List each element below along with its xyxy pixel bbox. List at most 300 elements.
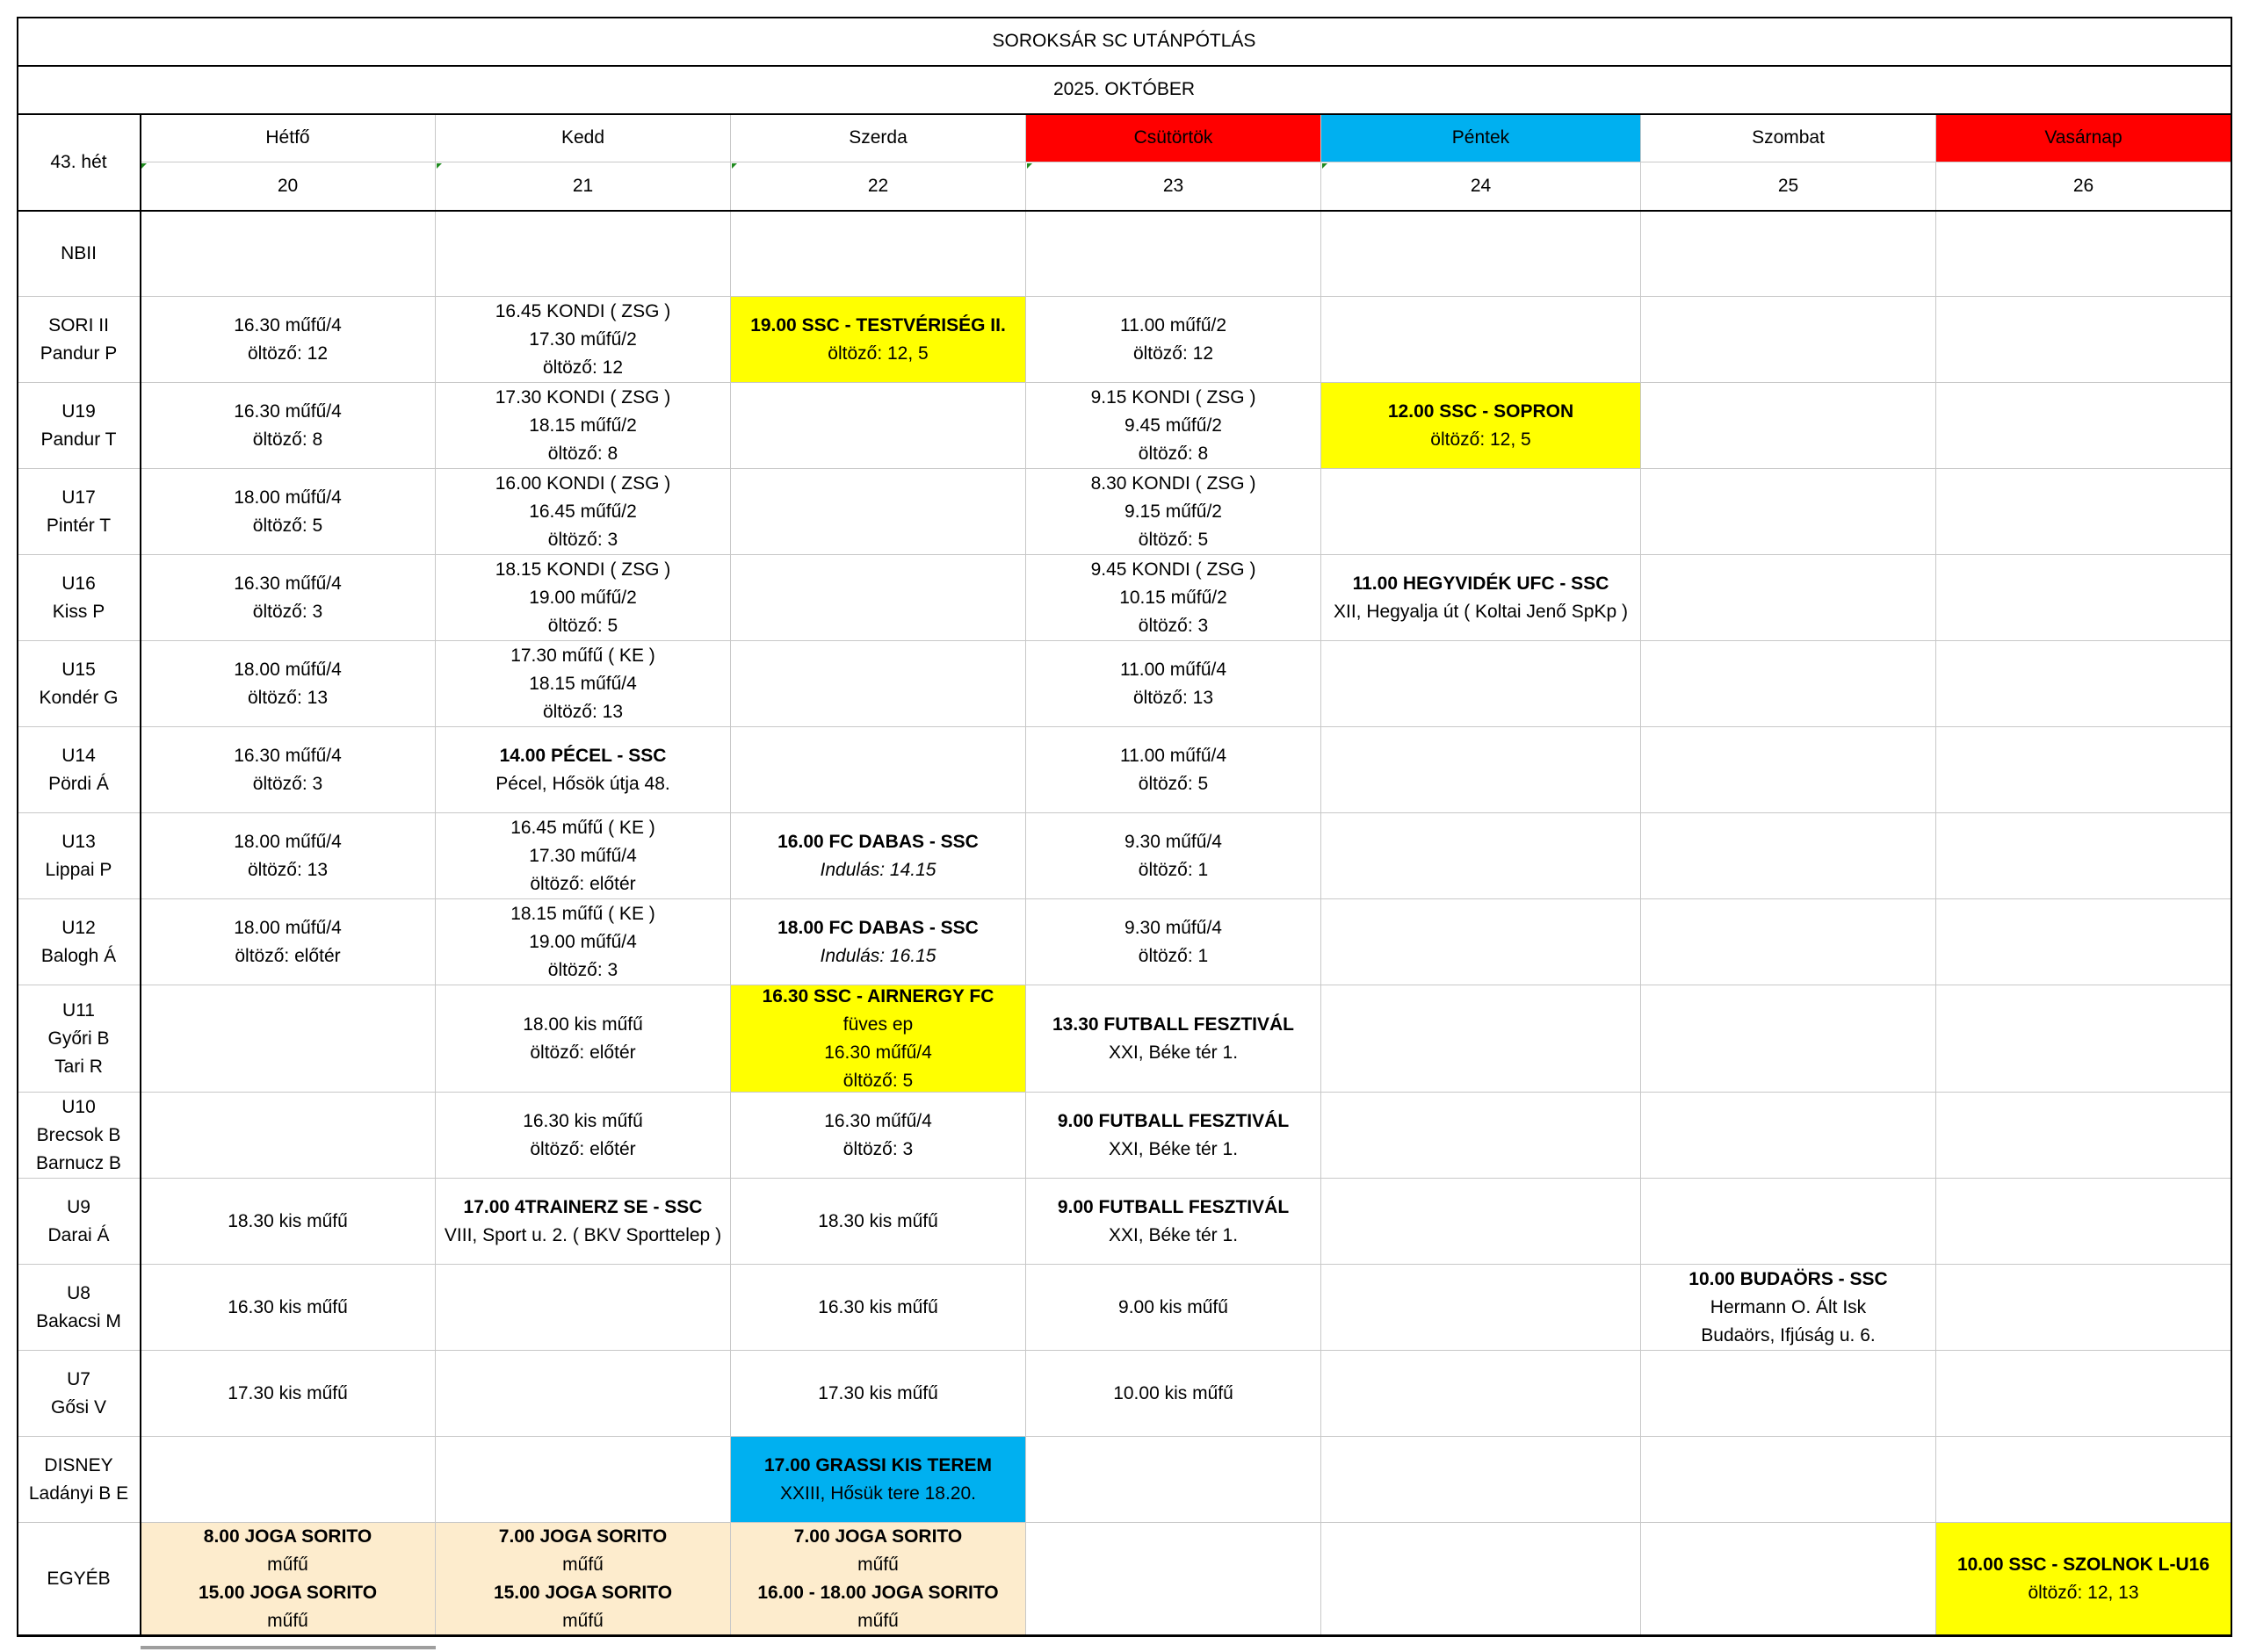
schedule-cell[interactable] xyxy=(731,1351,1026,1437)
schedule-cell[interactable] xyxy=(1026,899,1321,985)
schedule-cell-line: 17.30 műfű ( KE ) xyxy=(510,645,655,666)
schedule-cell[interactable] xyxy=(141,383,436,469)
schedule-cell[interactable] xyxy=(436,641,731,727)
schedule-cell[interactable] xyxy=(1321,1437,1641,1523)
schedule-cell[interactable] xyxy=(436,469,731,555)
schedule-cell[interactable] xyxy=(731,727,1026,813)
team-label-line: EGYÉB xyxy=(47,1568,111,1589)
schedule-cell[interactable] xyxy=(1026,1179,1321,1265)
schedule-cell[interactable] xyxy=(1026,1265,1321,1351)
schedule-cell-line: öltöző: 12 xyxy=(542,357,624,378)
schedule-cell[interactable] xyxy=(1321,555,1641,641)
team-label[interactable] xyxy=(18,469,141,555)
schedule-cell[interactable] xyxy=(1321,727,1641,813)
day-header[interactable]: Csütörtök xyxy=(1026,114,1321,162)
schedule-cell[interactable] xyxy=(1321,985,1641,1093)
schedule-cell[interactable] xyxy=(436,1093,731,1179)
team-label-line: U11 xyxy=(62,999,95,1021)
team-label[interactable] xyxy=(18,1093,141,1179)
schedule-cell[interactable] xyxy=(1026,727,1321,813)
schedule-cell-line: 17.30 kis műfű xyxy=(818,1382,938,1403)
team-label-line: Kiss P xyxy=(52,601,105,622)
schedule-cell-line: öltöző: 5 xyxy=(547,615,618,636)
schedule-cell-line: műfű xyxy=(267,1610,308,1631)
schedule-cell[interactable] xyxy=(1641,297,1936,383)
schedule-cell-line: 11.00 HEGYVIDÉK UFC - SSC xyxy=(1352,573,1609,594)
schedule-cell[interactable] xyxy=(141,985,436,1093)
schedule-cell-line: öltöző: 5 xyxy=(842,1070,914,1091)
schedule-cell[interactable] xyxy=(1026,985,1321,1093)
cell-comment-marker xyxy=(1322,163,1327,169)
schedule-cell[interactable] xyxy=(1321,469,1641,555)
day-header[interactable]: Szerda xyxy=(731,114,1026,162)
schedule-cell-line: öltöző: 3 xyxy=(547,529,618,550)
schedule-cell-line: 18.00 műfű/4 xyxy=(234,487,342,508)
schedule-cell[interactable] xyxy=(731,985,1026,1093)
schedule-cell[interactable] xyxy=(1321,383,1641,469)
border-top xyxy=(17,17,2232,18)
schedule-cell-line: 19.00 műfű/2 xyxy=(529,587,637,608)
schedule-cell-line: 16.30 műfű/4 xyxy=(234,745,342,766)
schedule-cell-line: 9.15 KONDI ( ZSG ) xyxy=(1090,386,1256,408)
schedule-cell-line: 9.00 kis műfű xyxy=(1118,1296,1228,1317)
schedule-cell[interactable] xyxy=(141,1437,436,1523)
schedule-cell[interactable] xyxy=(1936,1265,2231,1351)
schedule-cell-line: öltöző: 12, 5 xyxy=(828,343,929,364)
schedule-cell[interactable] xyxy=(1026,383,1321,469)
schedule-cell[interactable] xyxy=(436,813,731,899)
schedule-cell-line: öltöző: 8 xyxy=(547,443,618,464)
schedule-cell-line: 16.30 műfű/4 xyxy=(824,1042,932,1063)
day-header[interactable]: Vasárnap xyxy=(1936,114,2231,162)
day-date[interactable]: 25 xyxy=(1641,162,1936,211)
schedule-cell[interactable] xyxy=(1641,899,1936,985)
schedule-cell[interactable] xyxy=(141,813,436,899)
schedule-cell-line: 18.30 kis műfű xyxy=(228,1210,348,1231)
schedule-cell-line: 14.00 PÉCEL - SSC xyxy=(499,745,667,766)
schedule-cell-line: műfű xyxy=(562,1610,604,1631)
sheet-footer-bar xyxy=(141,1646,436,1649)
schedule-cell[interactable] xyxy=(436,1179,731,1265)
schedule-cell-line: 8.00 JOGA SORITO xyxy=(203,1526,372,1547)
day-date[interactable]: 22 xyxy=(731,162,1026,211)
team-label-line: Darai Á xyxy=(47,1224,110,1245)
schedule-cell-line: 11.00 műfű/4 xyxy=(1119,659,1227,680)
team-label-line: U19 xyxy=(61,400,96,422)
day-date[interactable]: 24 xyxy=(1321,162,1641,211)
schedule-cell[interactable] xyxy=(1936,555,2231,641)
schedule-cell[interactable] xyxy=(1321,1265,1641,1351)
schedule-cell-line: Pécel, Hősök útja 48. xyxy=(495,773,670,794)
schedule-cell-line: füves ep xyxy=(842,1014,914,1035)
schedule-cell-line: 10.00 BUDAÖRS - SSC xyxy=(1689,1268,1888,1289)
schedule-cell-line: 18.15 műfű/4 xyxy=(529,673,637,694)
schedule-cell[interactable] xyxy=(1641,211,1936,297)
schedule-cell-line: 9.00 FUTBALL FESZTIVÁL xyxy=(1057,1110,1290,1131)
team-label-line: Barnucz B xyxy=(36,1152,121,1173)
schedule-cell[interactable] xyxy=(1936,985,2231,1093)
team-label[interactable] xyxy=(18,641,141,727)
schedule-cell-line: XXI, Béke tér 1. xyxy=(1108,1042,1239,1063)
schedule-cell-line: 18.00 műfű/4 xyxy=(234,659,342,680)
team-label-line: DISNEY xyxy=(44,1454,113,1475)
schedule-cell[interactable] xyxy=(141,1179,436,1265)
schedule-cell[interactable] xyxy=(731,899,1026,985)
schedule-cell[interactable] xyxy=(1641,641,1936,727)
team-label[interactable] xyxy=(18,1351,141,1437)
border-month-bottom xyxy=(17,113,2232,115)
schedule-cell[interactable] xyxy=(141,1523,436,1635)
day-header[interactable]: Péntek xyxy=(1321,114,1641,162)
schedule-cell-line: 16.00 KONDI ( ZSG ) xyxy=(495,473,671,494)
schedule-cell[interactable] xyxy=(436,1351,731,1437)
schedule-cell-line: műfű xyxy=(857,1610,899,1631)
schedule-cell[interactable] xyxy=(436,211,731,297)
schedule-cell-line: 12.00 SSC - SOPRON xyxy=(1387,400,1574,422)
schedule-cell[interactable] xyxy=(1641,383,1936,469)
schedule-cell[interactable] xyxy=(1641,1351,1936,1437)
schedule-cell[interactable] xyxy=(141,469,436,555)
schedule-cell[interactable] xyxy=(1026,211,1321,297)
schedule-cell-line: öltöző: 13 xyxy=(247,859,329,880)
team-label-line: Lippai P xyxy=(45,859,112,880)
schedule-cell-line: 16.30 műfű/4 xyxy=(234,400,342,422)
schedule-cell-line: 17.00 4TRAINERZ SE - SSC xyxy=(463,1196,703,1217)
schedule-cell[interactable] xyxy=(731,1179,1026,1265)
schedule-cell[interactable] xyxy=(436,297,731,383)
schedule-cell-line: 11.00 műfű/2 xyxy=(1119,314,1227,335)
schedule-cell-line: öltöző: 12 xyxy=(1132,343,1214,364)
team-label-line: Brecsok B xyxy=(36,1124,121,1145)
schedule-cell[interactable] xyxy=(1641,985,1936,1093)
cell-comment-marker xyxy=(141,163,147,169)
schedule-cell[interactable] xyxy=(1026,297,1321,383)
schedule-cell[interactable] xyxy=(1026,813,1321,899)
schedule-cell[interactable] xyxy=(141,641,436,727)
schedule-cell[interactable] xyxy=(141,899,436,985)
team-label-line: U8 xyxy=(67,1282,90,1303)
schedule-cell-line: öltöző: 5 xyxy=(1138,529,1209,550)
schedule-cell-line: 9.45 műfű/2 xyxy=(1124,415,1222,436)
schedule-cell[interactable] xyxy=(1641,1523,1936,1635)
schedule-cell[interactable] xyxy=(141,727,436,813)
schedule-cell-line: öltöző: 8 xyxy=(1138,443,1209,464)
schedule-cell-line: 19.00 SSC - TESTVÉRISÉG II. xyxy=(750,314,1006,335)
day-date[interactable]: 21 xyxy=(436,162,731,211)
schedule-cell-line: 16.30 műfű/4 xyxy=(824,1110,932,1131)
team-label[interactable] xyxy=(18,1265,141,1351)
schedule-cell-line: műfű xyxy=(562,1554,604,1575)
schedule-cell-line: 16.00 FC DABAS - SSC xyxy=(777,831,979,852)
team-label[interactable] xyxy=(18,1179,141,1265)
schedule-cell-line: 17.30 KONDI ( ZSG ) xyxy=(495,386,671,408)
schedule-cell-line: 16.30 műfű/4 xyxy=(234,314,342,335)
border-right xyxy=(2231,17,2232,1636)
border-left xyxy=(17,17,18,1636)
team-label-line: NBII xyxy=(61,242,97,263)
schedule-cell-line: 10.00 SSC - SZOLNOK L-U16 xyxy=(1956,1554,2210,1575)
schedule-cell-line: öltöző: 1 xyxy=(1138,859,1209,880)
schedule-cell-line: 18.15 műfű/2 xyxy=(529,415,637,436)
schedule-cell[interactable] xyxy=(1936,727,2231,813)
team-label[interactable] xyxy=(18,727,141,813)
schedule-cell[interactable] xyxy=(1936,297,2231,383)
day-header[interactable]: Hétfő xyxy=(141,114,436,162)
schedule-cell[interactable] xyxy=(731,469,1026,555)
team-label-line: Kondér G xyxy=(39,687,119,708)
schedule-cell[interactable] xyxy=(1641,469,1936,555)
schedule-cell[interactable] xyxy=(1026,555,1321,641)
team-label-line: Győri B xyxy=(47,1028,110,1049)
schedule-cell[interactable] xyxy=(436,1265,731,1351)
schedule-cell-line: 15.00 JOGA SORITO xyxy=(198,1582,378,1603)
border-bottom xyxy=(17,1634,2232,1637)
schedule-cell-line: 9.45 KONDI ( ZSG ) xyxy=(1090,559,1256,580)
team-label-line: Pandur P xyxy=(40,343,118,364)
schedule-cell-line: öltöző: 3 xyxy=(842,1138,914,1159)
cell-comment-marker xyxy=(437,163,442,169)
schedule-cell[interactable] xyxy=(141,1265,436,1351)
schedule-cell-line: 18.00 műfű/4 xyxy=(234,831,342,852)
schedule-cell-line: Indulás: 16.15 xyxy=(820,945,936,966)
schedule-cell-line: öltöző: 12, 5 xyxy=(1430,429,1531,450)
schedule-cell[interactable] xyxy=(1321,1523,1641,1635)
day-header[interactable]: Kedd xyxy=(436,114,731,162)
schedule-cell-line: 16.45 műfű/2 xyxy=(529,501,637,522)
schedule-cell[interactable] xyxy=(731,813,1026,899)
schedule-cell-line: 16.45 KONDI ( ZSG ) xyxy=(495,300,671,321)
team-label-line: Balogh Á xyxy=(40,945,117,966)
schedule-cell-line: öltöző: 8 xyxy=(252,429,323,450)
schedule-cell[interactable] xyxy=(1641,1093,1936,1179)
schedule-cell-line: 16.30 kis műfű xyxy=(228,1296,348,1317)
schedule-cell[interactable] xyxy=(1026,1093,1321,1179)
border-title-bottom xyxy=(17,65,2232,67)
schedule-cell[interactable] xyxy=(436,899,731,985)
schedule-cell-line: Hermann O. Ált Isk xyxy=(1710,1296,1867,1317)
schedule-cell-line: öltöző: 3 xyxy=(1138,615,1209,636)
border-header-bottom xyxy=(17,210,2232,212)
schedule-cell-line: 18.15 KONDI ( ZSG ) xyxy=(495,559,671,580)
schedule-cell-line: öltöző: 13 xyxy=(542,701,624,722)
team-label[interactable] xyxy=(18,383,141,469)
team-label-line: U13 xyxy=(61,831,96,852)
team-label-line: U14 xyxy=(61,745,96,766)
team-label-line: U12 xyxy=(61,917,96,938)
team-label-line: U17 xyxy=(61,487,96,508)
schedule-cell[interactable] xyxy=(731,211,1026,297)
schedule-cell[interactable] xyxy=(1936,813,2231,899)
schedule-cell[interactable] xyxy=(1321,899,1641,985)
schedule-cell-line: 16.30 kis műfű xyxy=(818,1296,938,1317)
schedule-cell-line: 17.00 GRASSI KIS TEREM xyxy=(763,1454,993,1475)
schedule-cell[interactable] xyxy=(1641,1179,1936,1265)
schedule-cell-line: műfű xyxy=(857,1554,899,1575)
schedule-cell[interactable] xyxy=(1026,1523,1321,1635)
schedule-cell[interactable] xyxy=(1936,1437,2231,1523)
schedule-cell-line: öltöző: 3 xyxy=(252,601,323,622)
sheet-title[interactable]: SOROKSÁR SC UTÁNPÓTLÁS xyxy=(18,18,2231,66)
day-date[interactable]: 26 xyxy=(1936,162,2231,211)
team-label-line: Tari R xyxy=(54,1056,103,1077)
schedule-cell-line: 18.15 műfű ( KE ) xyxy=(510,903,655,924)
schedule-cell-line: 16.45 műfű ( KE ) xyxy=(510,817,655,838)
schedule-cell-line: öltöző: előtér xyxy=(530,1042,636,1063)
schedule-cell[interactable] xyxy=(1936,1093,2231,1179)
team-label-line: U10 xyxy=(61,1096,96,1117)
schedule-cell-line: öltöző: előtér xyxy=(530,1138,636,1159)
schedule-cell[interactable] xyxy=(436,1523,731,1635)
schedule-cell[interactable] xyxy=(1936,469,2231,555)
cell-comment-marker xyxy=(1027,163,1032,169)
schedule-cell[interactable] xyxy=(141,1093,436,1179)
day-date[interactable]: 23 xyxy=(1026,162,1321,211)
team-label[interactable] xyxy=(18,899,141,985)
schedule-cell-line: öltöző: 3 xyxy=(547,959,618,980)
schedule-cell-line: öltöző: 13 xyxy=(247,687,329,708)
week-label[interactable]: 43. hét xyxy=(18,114,141,211)
team-label[interactable] xyxy=(18,1437,141,1523)
schedule-cell[interactable] xyxy=(1321,297,1641,383)
schedule-cell[interactable] xyxy=(731,641,1026,727)
schedule-cell-line: 18.00 FC DABAS - SSC xyxy=(777,917,979,938)
schedule-cell-line: öltöző: 13 xyxy=(1132,687,1214,708)
schedule-cell-line: XXIII, Hősük tere 18.20. xyxy=(780,1482,976,1504)
schedule-cell-line: Indulás: 14.15 xyxy=(820,859,936,880)
schedule-cell[interactable] xyxy=(731,383,1026,469)
schedule-cell[interactable] xyxy=(1641,727,1936,813)
schedule-cell[interactable] xyxy=(1321,1093,1641,1179)
schedule-cell[interactable] xyxy=(1026,469,1321,555)
schedule-cell[interactable] xyxy=(141,297,436,383)
team-label[interactable] xyxy=(18,211,141,297)
schedule-cell-line: 16.30 műfű/4 xyxy=(234,573,342,594)
schedule-cell-line: 15.00 JOGA SORITO xyxy=(493,1582,673,1603)
schedule-cell[interactable] xyxy=(731,1093,1026,1179)
schedule-cell-line: 9.00 FUTBALL FESZTIVÁL xyxy=(1057,1196,1290,1217)
schedule-cell[interactable] xyxy=(1641,813,1936,899)
schedule-cell-line: 18.00 kis műfű xyxy=(523,1014,643,1035)
schedule-cell[interactable] xyxy=(1321,1179,1641,1265)
schedule-cell[interactable] xyxy=(436,985,731,1093)
month-header[interactable]: 2025. OKTÓBER xyxy=(18,66,2231,114)
team-label-line: Pintér T xyxy=(46,515,112,536)
schedule-cell[interactable] xyxy=(1026,1437,1321,1523)
schedule-cell-line: 7.00 JOGA SORITO xyxy=(498,1526,668,1547)
schedule-cell-line: 10.15 műfű/2 xyxy=(1119,587,1227,608)
team-label[interactable] xyxy=(18,1523,141,1635)
schedule-cell-line: 9.30 műfű/4 xyxy=(1124,831,1222,852)
schedule-cell[interactable] xyxy=(1026,1351,1321,1437)
team-label-line: U9 xyxy=(67,1196,90,1217)
team-label-line: Gősi V xyxy=(50,1396,107,1418)
schedule-cell[interactable] xyxy=(436,727,731,813)
schedule-cell-line: öltöző: előtér xyxy=(235,945,341,966)
border-team-column xyxy=(140,114,141,1635)
schedule-cell[interactable] xyxy=(1321,641,1641,727)
schedule-cell[interactable] xyxy=(1936,1351,2231,1437)
team-label-line: Pandur T xyxy=(40,429,117,450)
schedule-cell-line: 9.15 műfű/2 xyxy=(1124,501,1222,522)
team-label[interactable] xyxy=(18,985,141,1093)
schedule-cell-line: 18.30 kis műfű xyxy=(818,1210,938,1231)
schedule-cell[interactable] xyxy=(1321,813,1641,899)
schedule-cell-line: Budaörs, Ifjúság u. 6. xyxy=(1701,1324,1876,1345)
schedule-cell[interactable] xyxy=(1936,1523,2231,1635)
team-label-line: Ladányi B E xyxy=(28,1482,129,1504)
schedule-cell-line: 13.30 FUTBALL FESZTIVÁL xyxy=(1052,1014,1294,1035)
schedule-cell[interactable] xyxy=(731,297,1026,383)
schedule-cell[interactable] xyxy=(731,1265,1026,1351)
schedule-cell[interactable] xyxy=(1026,641,1321,727)
schedule-cell-line: XXI, Béke tér 1. xyxy=(1108,1224,1239,1245)
schedule-cell[interactable] xyxy=(436,1437,731,1523)
schedule-cell[interactable] xyxy=(1936,1179,2231,1265)
schedule-cell-line: 10.00 kis műfű xyxy=(1113,1382,1233,1403)
schedule-cell-line: műfű xyxy=(267,1554,308,1575)
schedule-cell-line: öltöző: 3 xyxy=(252,773,323,794)
schedule-cell-line: öltöző: 5 xyxy=(252,515,323,536)
schedule-cell[interactable] xyxy=(1641,1265,1936,1351)
schedule-cell[interactable] xyxy=(1936,211,2231,297)
schedule-cell[interactable] xyxy=(1936,641,2231,727)
team-label-line: U7 xyxy=(67,1368,90,1389)
schedule-cell-line: 16.30 kis műfű xyxy=(523,1110,643,1131)
team-label-line: U16 xyxy=(61,573,96,594)
schedule-cell[interactable] xyxy=(731,555,1026,641)
schedule-cell-line: öltöző: 5 xyxy=(1138,773,1209,794)
schedule-cell[interactable] xyxy=(141,1351,436,1437)
schedule-cell-line: 9.30 műfű/4 xyxy=(1124,917,1222,938)
schedule-cell-line: XXI, Béke tér 1. xyxy=(1108,1138,1239,1159)
schedule-cell-line: öltöző: előtér xyxy=(530,873,636,894)
day-header[interactable]: Szombat xyxy=(1641,114,1936,162)
schedule-cell[interactable] xyxy=(1321,211,1641,297)
team-label[interactable] xyxy=(18,813,141,899)
schedule-cell[interactable] xyxy=(1641,1437,1936,1523)
schedule-cell[interactable] xyxy=(1321,1351,1641,1437)
schedule-cell-line: 19.00 műfű/4 xyxy=(529,931,637,952)
team-label[interactable] xyxy=(18,297,141,383)
schedule-cell[interactable] xyxy=(1936,899,2231,985)
schedule-cell-line: 17.30 műfű/2 xyxy=(529,328,637,350)
schedule-cell-line: 17.30 kis műfű xyxy=(228,1382,348,1403)
cell-comment-marker xyxy=(732,163,737,169)
schedule-cell-line: 7.00 JOGA SORITO xyxy=(793,1526,963,1547)
team-label-line: Bakacsi M xyxy=(36,1310,121,1331)
schedule-cell[interactable] xyxy=(141,555,436,641)
team-label-line: SORI II xyxy=(48,314,109,335)
day-date[interactable]: 20 xyxy=(141,162,436,211)
team-label-line: Pördi Á xyxy=(48,773,109,794)
schedule-cell[interactable] xyxy=(1641,555,1936,641)
schedule-cell[interactable] xyxy=(141,211,436,297)
schedule-cell-line: öltöző: 1 xyxy=(1138,945,1209,966)
schedule-cell[interactable] xyxy=(731,1523,1026,1635)
schedule-cell[interactable] xyxy=(1936,383,2231,469)
schedule-cell-line: 18.00 műfű/4 xyxy=(234,917,342,938)
schedule-cell-line: 17.30 műfű/4 xyxy=(529,845,637,866)
schedule-cell[interactable] xyxy=(436,555,731,641)
schedule-cell-line: öltöző: 12, 13 xyxy=(2028,1582,2139,1603)
team-label[interactable] xyxy=(18,555,141,641)
schedule-cell-line: 16.30 SSC - AIRNERGY FC xyxy=(762,985,994,1006)
schedule-cell-line: VIII, Sport u. 2. ( BKV Sporttelep ) xyxy=(444,1224,722,1245)
schedule-cell-line: 11.00 műfű/4 xyxy=(1119,745,1227,766)
schedule-cell[interactable] xyxy=(436,383,731,469)
schedule-cell-line: öltöző: 12 xyxy=(247,343,329,364)
schedule-cell[interactable] xyxy=(731,1437,1026,1523)
